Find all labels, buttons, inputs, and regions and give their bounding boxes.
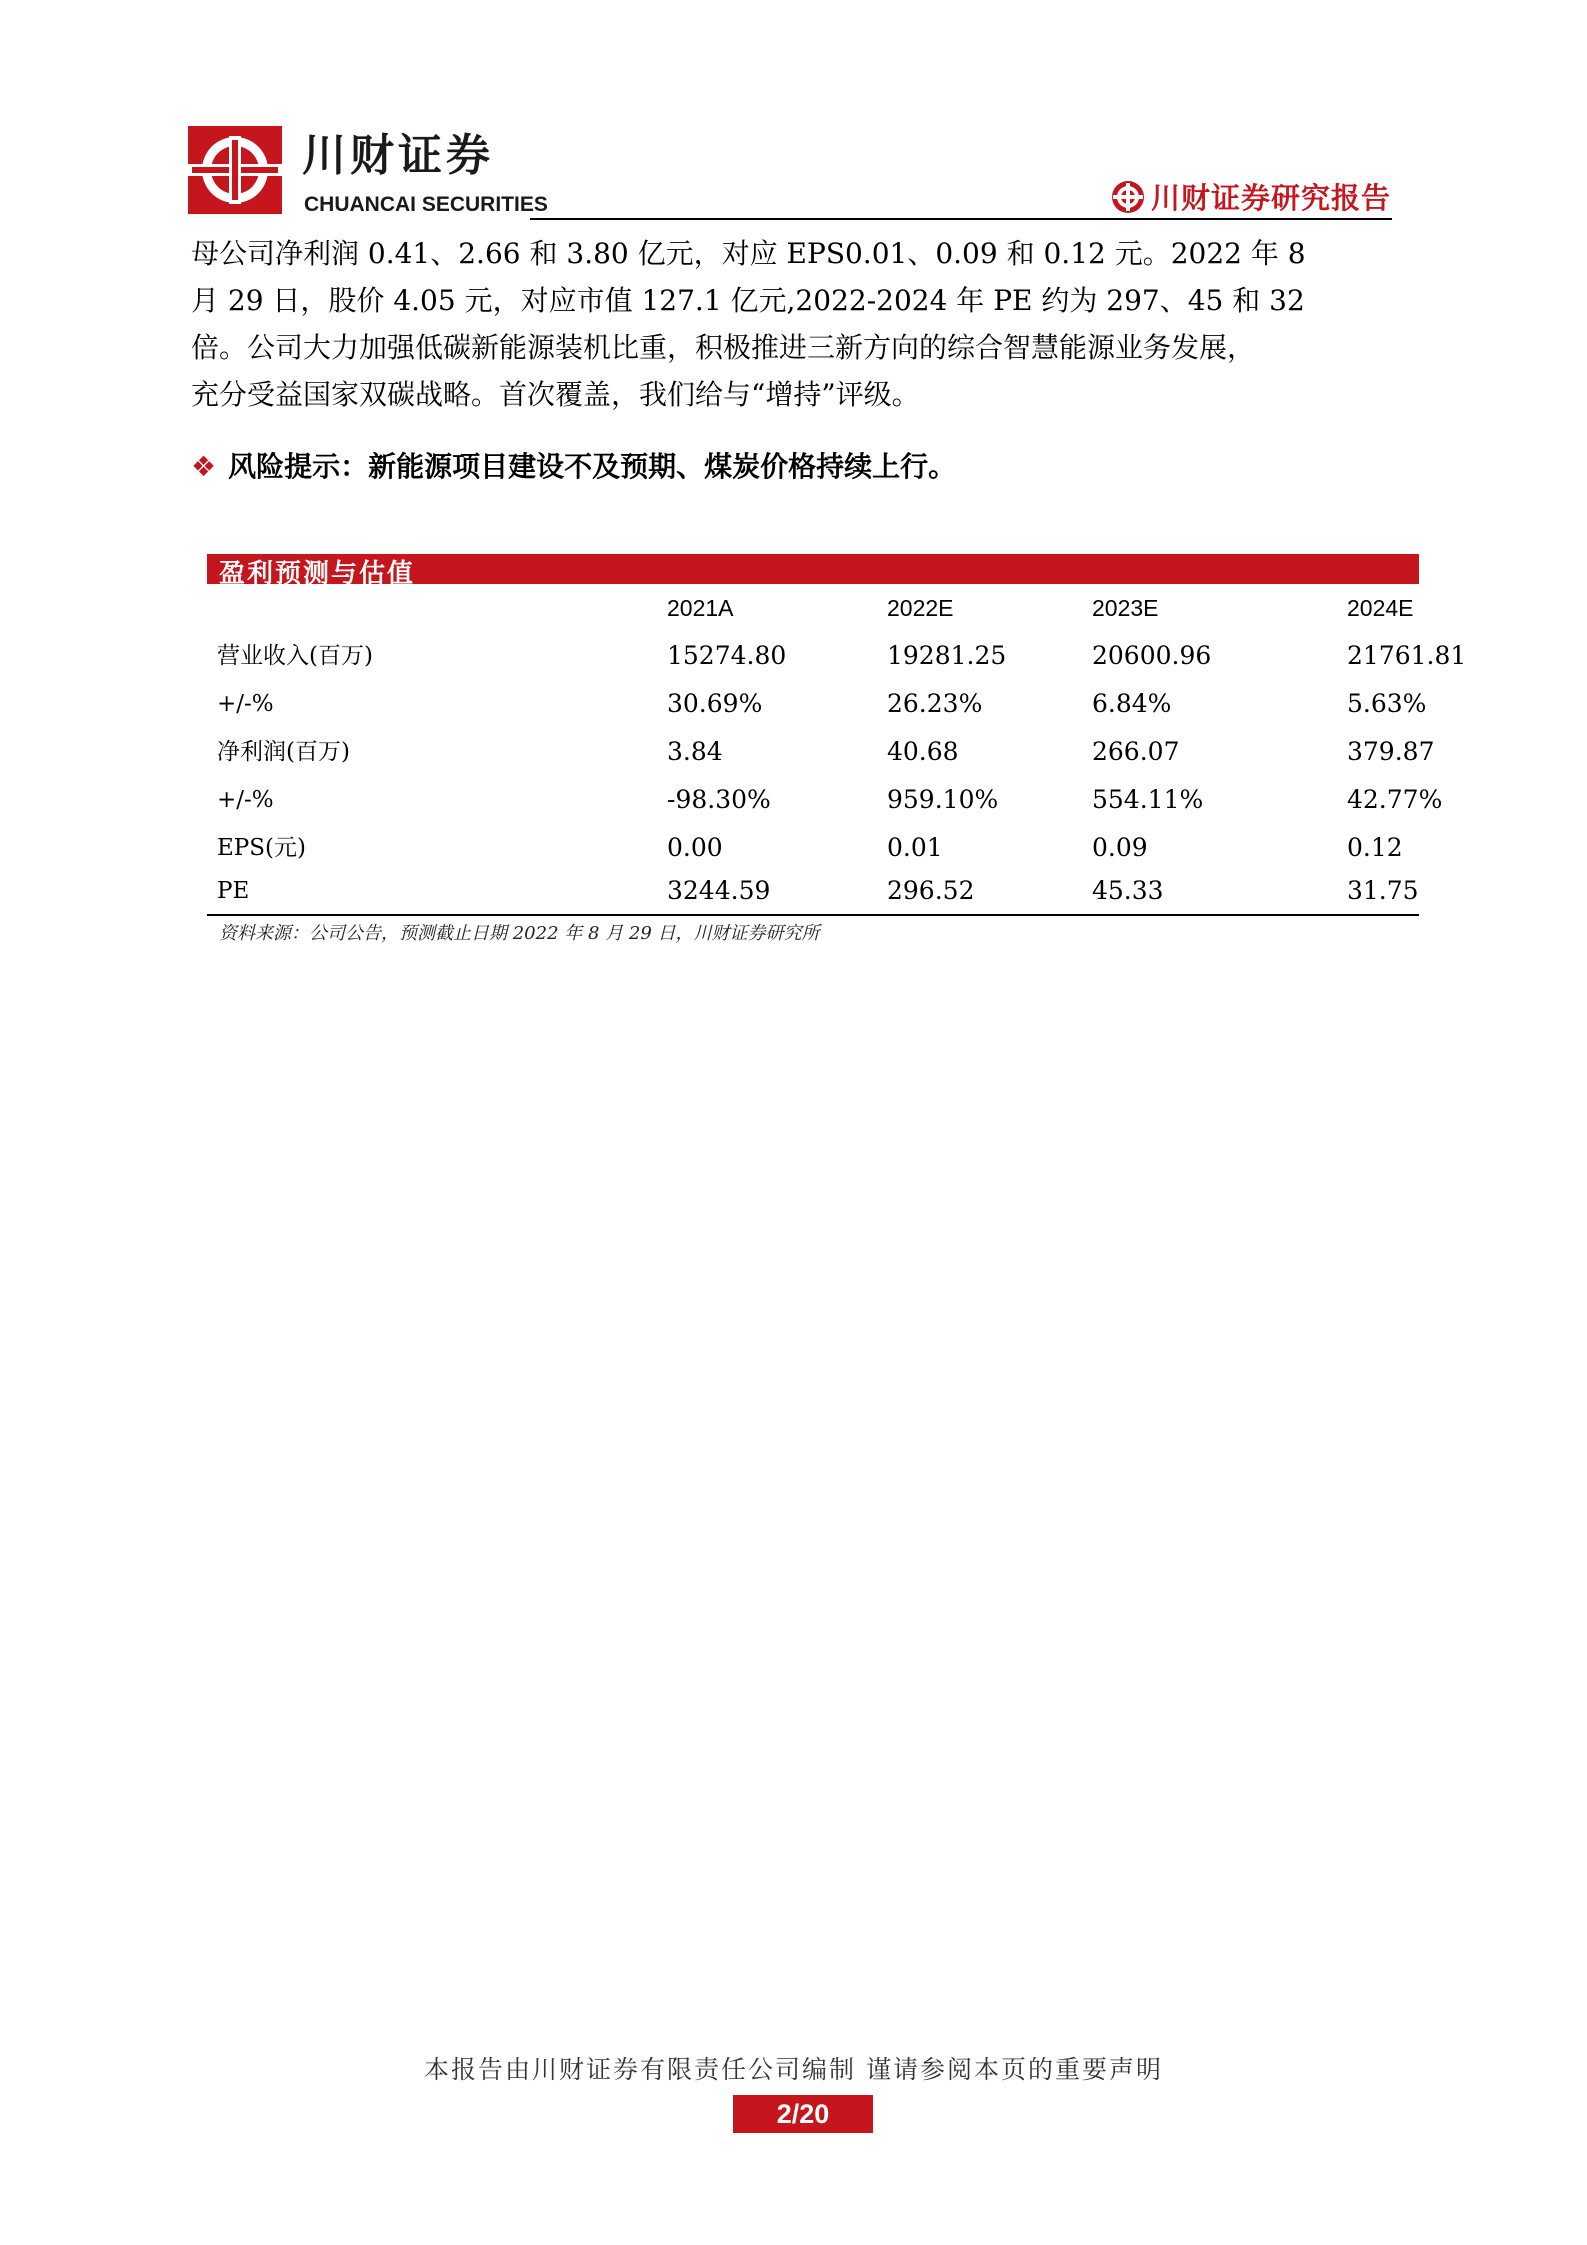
table-bottom-rule (207, 914, 1419, 916)
row-label: EPS(元) (217, 835, 306, 861)
table-title-bar (207, 554, 1419, 589)
paragraph-line: 月 29 日，股价 4.05 元，对应市值 127.1 亿元,2022-2024 年 PE 约为 297、45 和 32 (191, 284, 1305, 317)
diamond-bullet-icon: ❖ (191, 450, 217, 483)
row-label: +/-% (217, 787, 274, 813)
data-source-note: 资料来源：公司公告，预测截止日期 2022 年 8 月 29 日，川财证券研究所 (219, 923, 820, 944)
mini-logo-icon (1111, 180, 1145, 214)
table-title: 盈利预测与估值 (219, 559, 416, 589)
row-label: PE (217, 878, 250, 904)
paragraph-line: 母公司净利润 0.41、2.66 和 3.80 亿元，对应 EPS0.01、0.09 和 0.12 元。2022 年 8 (191, 237, 1306, 270)
footer-statement: 本报告由川财证券有限责任公司编制 谨请参阅本页的重要声明 (424, 2055, 1163, 2084)
table-row: 营业收入(百万) 15274.80 19281.25 20600.96 21761.81 (207, 632, 1419, 680)
row-label: +/-% (217, 691, 274, 717)
paragraph-line: 充分受益国家双碳战略。首次覆盖，我们给与“增持”评级。 (191, 378, 920, 411)
page-number: 2/20 (733, 2095, 873, 2133)
risk-text: 风险提示：新能源项目建设不及预期、煤炭价格持续上行。 (228, 450, 957, 483)
table-row: PE 3244.59 296.52 45.33 31.75 (207, 867, 1419, 915)
company-logo (188, 126, 282, 214)
table-header-row: 2021A 2022E 2023E 2024E (667, 595, 1414, 621)
table-row: +/-% -98.30% 959.10% 554.11% 42.77% (207, 776, 1419, 824)
row-label: 营业收入(百万) (217, 643, 373, 669)
row-label: 净利润(百万) (217, 739, 350, 765)
risk-warning (191, 445, 956, 485)
report-tag-text: 川财证券研究报告 (1150, 181, 1391, 215)
table-row: 净利润(百万) 3.84 40.68 266.07 379.87 (207, 728, 1419, 776)
company-logo-icon (188, 126, 282, 214)
paragraph-line: 倍。公司大力加强低碳新能源装机比重，积极推进三新方向的综合智慧能源业务发展， (191, 331, 1256, 364)
brand-name-en: CHUANCAI SECURITIES (304, 193, 548, 216)
table-row: EPS(元) 0.00 0.01 0.09 0.12 (207, 824, 1419, 872)
header-divider (530, 218, 1392, 220)
brand-name-cn: 川财证券 (302, 130, 494, 181)
report-tag (1111, 176, 1391, 217)
table-row: +/-% 30.69% 26.23% 6.84% 5.63% (207, 680, 1419, 728)
